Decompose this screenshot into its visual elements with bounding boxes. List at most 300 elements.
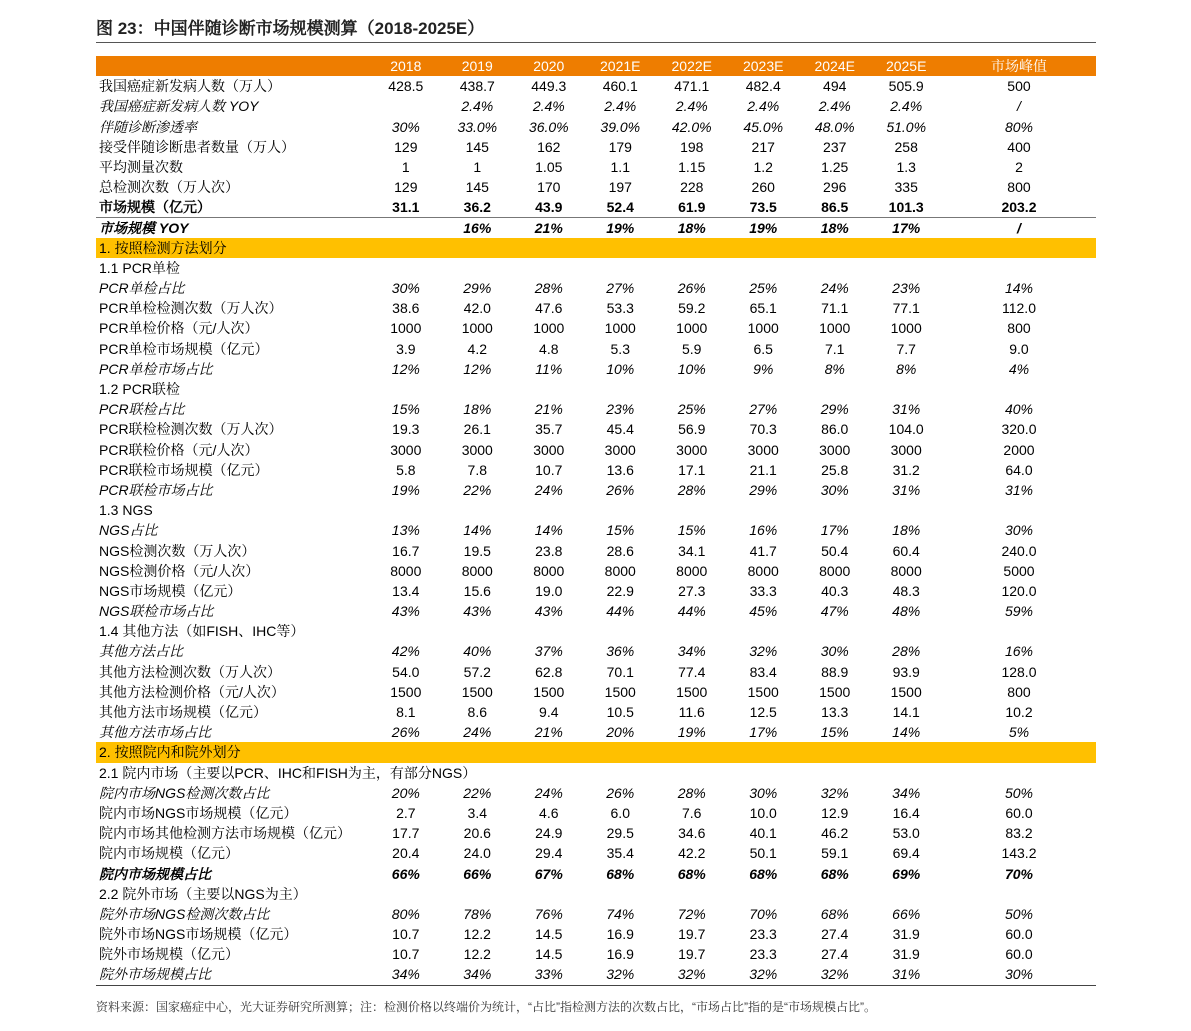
value-cell: 53.0 bbox=[892, 825, 920, 842]
value-cell: 40.1 bbox=[749, 825, 777, 842]
value-cell: 2 bbox=[1015, 158, 1023, 175]
value-cell: 8000 bbox=[390, 562, 422, 579]
value-cell: 12% bbox=[391, 360, 420, 377]
value-cell: 3000 bbox=[747, 441, 779, 458]
value-cell: 86.5 bbox=[821, 199, 849, 216]
value-cell: 69% bbox=[892, 865, 921, 882]
value-cell: 4% bbox=[1008, 360, 1030, 377]
subsection-label: 1.4 其他方法（如FISH、IHC等） bbox=[99, 623, 305, 640]
value-cell: 1500 bbox=[676, 683, 708, 700]
value-cell: 33.0% bbox=[457, 118, 498, 135]
value-cell: 14% bbox=[1004, 280, 1033, 297]
value-cell: 36.2 bbox=[463, 199, 491, 216]
value-cell: 36% bbox=[606, 643, 635, 660]
header-year-cell: 2021E bbox=[600, 58, 641, 74]
value-cell: 43.9 bbox=[535, 199, 563, 216]
value-cell: 15% bbox=[391, 401, 420, 418]
value-cell: 15.6 bbox=[463, 582, 491, 599]
value-cell: 88.9 bbox=[821, 663, 849, 680]
value-cell: 2.4% bbox=[747, 98, 780, 115]
value-cell: 500 bbox=[1007, 78, 1031, 95]
value-cell: 1.3 bbox=[896, 158, 916, 175]
value-cell: 22% bbox=[463, 481, 492, 498]
value-cell: 16% bbox=[1004, 643, 1033, 660]
value-cell: 16% bbox=[463, 219, 492, 236]
value-cell: 93.9 bbox=[892, 663, 920, 680]
row-label: 院内市场NGS检测次数占比 bbox=[99, 784, 270, 801]
value-cell: 24% bbox=[534, 784, 563, 801]
table-row bbox=[96, 702, 1096, 722]
table-row bbox=[96, 197, 1096, 217]
value-cell: 32% bbox=[606, 966, 635, 983]
value-cell: 31% bbox=[892, 481, 921, 498]
value-cell: 60.0 bbox=[1005, 946, 1033, 963]
table-row bbox=[96, 601, 1096, 621]
row-label: 总检测次数（万人次） bbox=[99, 179, 239, 196]
value-cell: 1000 bbox=[676, 320, 708, 337]
value-cell: 25% bbox=[749, 280, 778, 297]
value-cell: 1500 bbox=[390, 683, 422, 700]
value-cell: 26% bbox=[606, 481, 635, 498]
value-cell: 335 bbox=[894, 179, 918, 196]
value-cell: 15% bbox=[606, 522, 635, 539]
value-cell: 129 bbox=[394, 138, 418, 155]
value-cell: 258 bbox=[894, 138, 918, 155]
value-cell: 19% bbox=[677, 724, 706, 741]
row-label: 市场规模（亿元） bbox=[99, 199, 211, 216]
value-cell: 9% bbox=[753, 360, 774, 377]
value-cell: 12.2 bbox=[463, 946, 491, 963]
row-label: NGS占比 bbox=[99, 522, 158, 539]
value-cell: 21.1 bbox=[749, 461, 777, 478]
value-cell: 19.0 bbox=[535, 582, 563, 599]
value-cell: 18% bbox=[820, 219, 849, 236]
value-cell: 30% bbox=[1004, 522, 1033, 539]
value-cell: 1.2 bbox=[753, 158, 773, 175]
value-cell: 3000 bbox=[390, 441, 422, 458]
value-cell: 27.4 bbox=[821, 946, 849, 963]
value-cell: 26% bbox=[677, 280, 706, 297]
subsection-row bbox=[96, 258, 1096, 278]
value-cell: 46.2 bbox=[821, 825, 849, 842]
value-cell: 19.7 bbox=[678, 946, 706, 963]
value-cell: 71.1 bbox=[821, 300, 849, 317]
table-row bbox=[96, 419, 1096, 439]
value-cell: 7.8 bbox=[467, 461, 488, 478]
value-cell: 1500 bbox=[461, 683, 493, 700]
value-cell: 34.6 bbox=[678, 825, 706, 842]
value-cell: 11.6 bbox=[678, 704, 705, 720]
value-cell: 17% bbox=[892, 219, 921, 236]
value-cell: 19% bbox=[391, 481, 420, 498]
value-cell: 47.6 bbox=[535, 300, 563, 317]
value-cell: 67% bbox=[534, 865, 563, 882]
table-row bbox=[96, 904, 1096, 924]
header-year-cell: 2019 bbox=[461, 58, 493, 74]
value-cell: 32% bbox=[820, 966, 849, 983]
value-cell: 34% bbox=[463, 966, 492, 983]
value-cell: 505.9 bbox=[888, 78, 924, 95]
value-cell: 8.6 bbox=[467, 704, 488, 720]
value-cell: 53.3 bbox=[606, 300, 634, 317]
value-cell: 43% bbox=[534, 603, 563, 620]
row-label: PCR单检市场占比 bbox=[99, 360, 213, 377]
value-cell: 7.7 bbox=[896, 340, 916, 357]
value-cell: 17% bbox=[820, 522, 849, 539]
value-cell: 10% bbox=[606, 360, 635, 377]
title-divider bbox=[96, 42, 1096, 43]
value-cell: 32% bbox=[749, 966, 778, 983]
value-cell: 45.0% bbox=[743, 118, 784, 135]
table-row bbox=[96, 682, 1096, 702]
table-row bbox=[96, 339, 1096, 359]
section-label: 1. 按照检测方法划分 bbox=[99, 239, 227, 256]
value-cell: 10.2 bbox=[1005, 704, 1033, 720]
value-cell: 17.7 bbox=[392, 825, 420, 842]
table-header-row bbox=[96, 56, 1096, 76]
subsection-label: 1.1 PCR单检 bbox=[99, 259, 180, 276]
value-cell: 2.4% bbox=[818, 98, 851, 115]
value-cell: 129 bbox=[394, 179, 418, 196]
value-cell: 4.8 bbox=[539, 340, 559, 357]
value-cell: 6.5 bbox=[753, 340, 773, 357]
table-row bbox=[96, 278, 1096, 298]
value-cell: 5.8 bbox=[396, 461, 416, 478]
row-label: 其他方法占比 bbox=[99, 643, 183, 660]
value-cell: 19% bbox=[606, 219, 635, 236]
value-cell: 28% bbox=[677, 784, 706, 801]
value-cell: 260 bbox=[751, 179, 775, 196]
value-cell: 38.6 bbox=[392, 300, 420, 317]
table-row bbox=[96, 298, 1096, 318]
value-cell: 72% bbox=[677, 905, 706, 922]
value-cell: 1500 bbox=[890, 683, 922, 700]
value-cell: 22.9 bbox=[606, 582, 634, 599]
value-cell: 471.1 bbox=[674, 78, 710, 95]
value-cell: 14% bbox=[534, 522, 563, 539]
value-cell: 59.1 bbox=[821, 845, 849, 862]
value-cell: 24% bbox=[463, 724, 492, 741]
value-cell: 15% bbox=[677, 522, 706, 539]
value-cell: 30% bbox=[391, 118, 420, 135]
row-label: PCR单检检测次数（万人次） bbox=[99, 300, 283, 317]
subsection-label: 2.2 院外市场（主要以NGS为主） bbox=[99, 885, 307, 902]
value-cell: 59% bbox=[1004, 603, 1033, 620]
value-cell: 66% bbox=[892, 905, 921, 922]
row-label: 其他方法检测价格（元/人次） bbox=[99, 683, 285, 700]
row-label: 接受伴随诊断患者数量（万人） bbox=[99, 138, 295, 155]
value-cell: 800 bbox=[1007, 320, 1031, 337]
table-row bbox=[96, 96, 1096, 116]
value-cell: 320.0 bbox=[1001, 421, 1037, 438]
subsection-row bbox=[96, 621, 1096, 641]
row-label: NGS市场规模（亿元） bbox=[99, 582, 242, 599]
value-cell: 51.0% bbox=[886, 118, 927, 135]
value-cell: 69.4 bbox=[892, 845, 920, 862]
value-cell: 57.2 bbox=[463, 663, 491, 680]
value-cell: 25% bbox=[677, 401, 706, 418]
value-cell: 15% bbox=[820, 724, 849, 741]
value-cell: 19.5 bbox=[463, 542, 491, 559]
value-cell: 12.2 bbox=[463, 926, 491, 943]
value-cell: 20% bbox=[606, 724, 635, 741]
value-cell: 1.25 bbox=[821, 158, 849, 175]
value-cell: 482.4 bbox=[745, 78, 781, 95]
value-cell: 26.1 bbox=[463, 421, 491, 438]
value-cell: 17% bbox=[749, 724, 778, 741]
value-cell: 13.6 bbox=[606, 461, 634, 478]
value-cell: 14.5 bbox=[535, 946, 563, 963]
table-row bbox=[96, 864, 1096, 884]
value-cell: 34% bbox=[892, 784, 921, 801]
value-cell: 6.0 bbox=[610, 804, 630, 821]
table-row bbox=[96, 157, 1096, 177]
value-cell: 21% bbox=[534, 219, 563, 236]
value-cell: 27.3 bbox=[678, 582, 706, 599]
value-cell: 48% bbox=[892, 603, 921, 620]
table-row bbox=[96, 218, 1096, 238]
figure-title: 图 23：中国伴随诊断市场规模测算（2018-2025E） bbox=[96, 19, 485, 38]
value-cell: 50% bbox=[1004, 905, 1033, 922]
value-cell: 19% bbox=[749, 219, 778, 236]
value-cell: 29% bbox=[463, 280, 492, 297]
value-cell: 9.4 bbox=[539, 704, 559, 720]
value-cell: 8% bbox=[824, 360, 845, 377]
row-label: 市场规模 YOY bbox=[99, 219, 189, 236]
table-row bbox=[96, 944, 1096, 964]
source-footnote: 资料来源：国家癌症中心，光大证券研究所测算；注：检测价格以终端价为统计，“占比”指检测方法的次数占比，“市场占比”指的是“市场规模占比”。 bbox=[96, 1000, 876, 1014]
value-cell: 42.0% bbox=[671, 118, 712, 135]
value-cell: 31% bbox=[892, 401, 921, 418]
value-cell: 13.4 bbox=[392, 582, 420, 599]
value-cell: 1000 bbox=[604, 320, 636, 337]
value-cell: 43% bbox=[463, 603, 492, 620]
value-cell: 19.3 bbox=[392, 421, 420, 438]
value-cell: 22% bbox=[463, 784, 492, 801]
value-cell: 3000 bbox=[604, 441, 636, 458]
value-cell: 45.4 bbox=[606, 421, 634, 438]
value-cell: 25.8 bbox=[821, 461, 849, 478]
header-year-cell: 2020 bbox=[533, 58, 565, 74]
value-cell: 86.0 bbox=[821, 421, 849, 438]
section-header-row bbox=[96, 238, 1096, 258]
value-cell: 11% bbox=[535, 360, 563, 377]
value-cell: 1000 bbox=[747, 320, 779, 337]
value-cell: 34% bbox=[677, 643, 706, 660]
row-label: NGS检测次数（万人次） bbox=[99, 542, 256, 559]
value-cell: 56.9 bbox=[678, 421, 706, 438]
table-row bbox=[96, 520, 1096, 540]
value-cell: 494 bbox=[823, 78, 847, 95]
value-cell: 23.8 bbox=[535, 542, 563, 559]
value-cell: 80% bbox=[391, 905, 420, 922]
value-cell: 237 bbox=[823, 138, 847, 155]
value-cell: 32% bbox=[677, 966, 706, 983]
value-cell: 1000 bbox=[890, 320, 922, 337]
row-label: PCR联检市场规模（亿元） bbox=[99, 461, 269, 478]
table-row bbox=[96, 722, 1096, 742]
value-cell: 9.0 bbox=[1009, 340, 1029, 357]
value-cell: 31% bbox=[1004, 481, 1033, 498]
value-cell: 70.3 bbox=[749, 421, 777, 438]
value-cell: 31.9 bbox=[892, 926, 920, 943]
value-cell: 1500 bbox=[604, 683, 636, 700]
section-header-row bbox=[96, 742, 1096, 762]
value-cell bbox=[370, 218, 441, 238]
header-label-cell bbox=[96, 56, 370, 76]
value-cell: 460.1 bbox=[602, 78, 638, 95]
value-cell: 24% bbox=[534, 481, 563, 498]
subsection-label: 1.2 PCR联检 bbox=[99, 381, 180, 397]
value-cell: 12% bbox=[463, 360, 492, 377]
value-cell: 1500 bbox=[747, 683, 779, 700]
value-cell: 70% bbox=[1004, 865, 1033, 882]
value-cell: 800 bbox=[1007, 683, 1031, 700]
value-cell: 400 bbox=[1007, 138, 1031, 155]
value-cell: 16.4 bbox=[892, 804, 920, 821]
value-cell: 76% bbox=[534, 905, 563, 922]
value-cell: 28% bbox=[892, 643, 921, 660]
value-cell: 2.4% bbox=[890, 98, 923, 115]
table-bottom-divider bbox=[96, 985, 1096, 986]
value-cell: 44% bbox=[677, 603, 706, 620]
value-cell: 8.1 bbox=[396, 704, 416, 720]
value-cell: 10.7 bbox=[392, 926, 420, 943]
value-cell: 3.9 bbox=[396, 340, 416, 357]
value-cell: 428.5 bbox=[388, 78, 424, 95]
value-cell: 50.1 bbox=[749, 845, 777, 862]
value-cell: 30% bbox=[749, 784, 778, 801]
table-row bbox=[96, 924, 1096, 944]
header-year-cell: 2025E bbox=[885, 58, 927, 74]
value-cell: 31.2 bbox=[892, 461, 920, 478]
value-cell: 26% bbox=[606, 784, 635, 801]
value-cell: 1.1 bbox=[610, 158, 630, 175]
value-cell: 120.0 bbox=[1001, 582, 1037, 599]
value-cell: 217 bbox=[751, 138, 775, 155]
value-cell: 14% bbox=[892, 724, 921, 741]
value-cell: 143.2 bbox=[1001, 845, 1037, 862]
value-cell: 60.0 bbox=[1005, 804, 1033, 821]
value-cell: 24.0 bbox=[463, 845, 491, 862]
table-row bbox=[96, 843, 1096, 863]
value-cell: 19.7 bbox=[678, 926, 706, 943]
value-cell: 4.6 bbox=[539, 804, 559, 821]
value-cell: 78% bbox=[463, 905, 492, 922]
value-cell: 37% bbox=[534, 643, 563, 660]
value-cell: 68% bbox=[820, 865, 849, 882]
value-cell: 296 bbox=[823, 179, 847, 196]
row-label: 其他方法检测次数（万人次） bbox=[99, 663, 281, 680]
value-cell: 128.0 bbox=[1001, 663, 1037, 680]
value-cell: 8% bbox=[896, 360, 917, 377]
value-cell: 36.0% bbox=[528, 118, 569, 135]
table-row bbox=[96, 359, 1096, 379]
value-cell: 83.2 bbox=[1005, 825, 1033, 842]
value-cell: 41.7 bbox=[749, 542, 777, 559]
row-label: NGS联检市场占比 bbox=[99, 603, 214, 620]
row-label: 院内市场规模占比 bbox=[99, 865, 211, 882]
value-cell: 27.4 bbox=[821, 926, 849, 943]
value-cell: 35.7 bbox=[535, 421, 563, 438]
row-label: PCR联检价格（元/人次） bbox=[99, 441, 259, 458]
table-row bbox=[96, 137, 1096, 157]
value-cell bbox=[370, 96, 441, 116]
value-cell: 21% bbox=[534, 724, 563, 741]
row-label: PCR单检占比 bbox=[99, 280, 185, 297]
value-cell: 42% bbox=[391, 643, 420, 660]
value-cell: 47% bbox=[820, 603, 849, 620]
value-cell: 1.05 bbox=[535, 158, 563, 175]
table-row bbox=[96, 318, 1096, 338]
value-cell: 45% bbox=[749, 603, 778, 620]
value-cell: 800 bbox=[1007, 179, 1031, 196]
value-cell: 197 bbox=[608, 179, 632, 196]
value-cell: 42.2 bbox=[678, 845, 706, 862]
value-cell: 24.9 bbox=[535, 825, 563, 842]
subsection-label: 1.3 NGS bbox=[99, 502, 153, 519]
value-cell: 1000 bbox=[533, 320, 565, 337]
value-cell: 14% bbox=[463, 522, 492, 539]
value-cell: 70% bbox=[749, 905, 778, 922]
value-cell: 16% bbox=[749, 522, 778, 539]
value-cell: 28% bbox=[677, 481, 706, 498]
value-cell: 54.0 bbox=[392, 663, 420, 680]
value-cell: 10% bbox=[677, 360, 706, 377]
value-cell: 203.2 bbox=[1001, 199, 1037, 216]
value-cell: 5.9 bbox=[682, 340, 702, 357]
value-cell: 145 bbox=[465, 138, 489, 155]
value-cell: 30% bbox=[391, 280, 420, 297]
value-cell: 23% bbox=[892, 280, 921, 297]
row-label: 我国癌症新发病人数 YOY bbox=[99, 98, 259, 115]
value-cell: 5% bbox=[1008, 724, 1030, 741]
table-row bbox=[96, 581, 1096, 601]
value-cell: 10.7 bbox=[535, 461, 563, 478]
table-row bbox=[96, 399, 1096, 419]
table-row bbox=[96, 117, 1096, 137]
row-label: 平均测量次数 bbox=[99, 158, 183, 175]
table-row bbox=[96, 76, 1096, 96]
value-cell: 2.4% bbox=[675, 98, 708, 115]
row-label: 院外市场规模（亿元） bbox=[99, 946, 239, 963]
market-size-table bbox=[96, 56, 1096, 985]
value-cell: 52.4 bbox=[606, 199, 634, 216]
table-row bbox=[96, 641, 1096, 661]
value-cell: 3000 bbox=[533, 441, 565, 458]
value-cell: 3000 bbox=[890, 441, 922, 458]
value-cell: 20% bbox=[391, 784, 420, 801]
value-cell: 20.6 bbox=[463, 825, 491, 842]
value-cell: 83.4 bbox=[749, 663, 777, 680]
value-cell: 27% bbox=[606, 280, 635, 297]
value-cell: 18% bbox=[677, 219, 706, 236]
value-cell: 8000 bbox=[819, 562, 851, 579]
value-cell: 28.6 bbox=[606, 542, 634, 559]
value-cell: 3000 bbox=[461, 441, 493, 458]
value-cell: 32% bbox=[820, 784, 849, 801]
subsection-row bbox=[96, 884, 1096, 904]
value-cell: 74% bbox=[606, 905, 635, 922]
value-cell: 198 bbox=[680, 138, 704, 155]
value-cell: 3.4 bbox=[467, 804, 488, 821]
value-cell: 30% bbox=[820, 481, 849, 498]
table-row bbox=[96, 783, 1096, 803]
value-cell: 1500 bbox=[533, 683, 565, 700]
value-cell: 77.1 bbox=[892, 300, 920, 317]
value-cell: 2.4% bbox=[604, 98, 637, 115]
value-cell: 68% bbox=[820, 905, 849, 922]
